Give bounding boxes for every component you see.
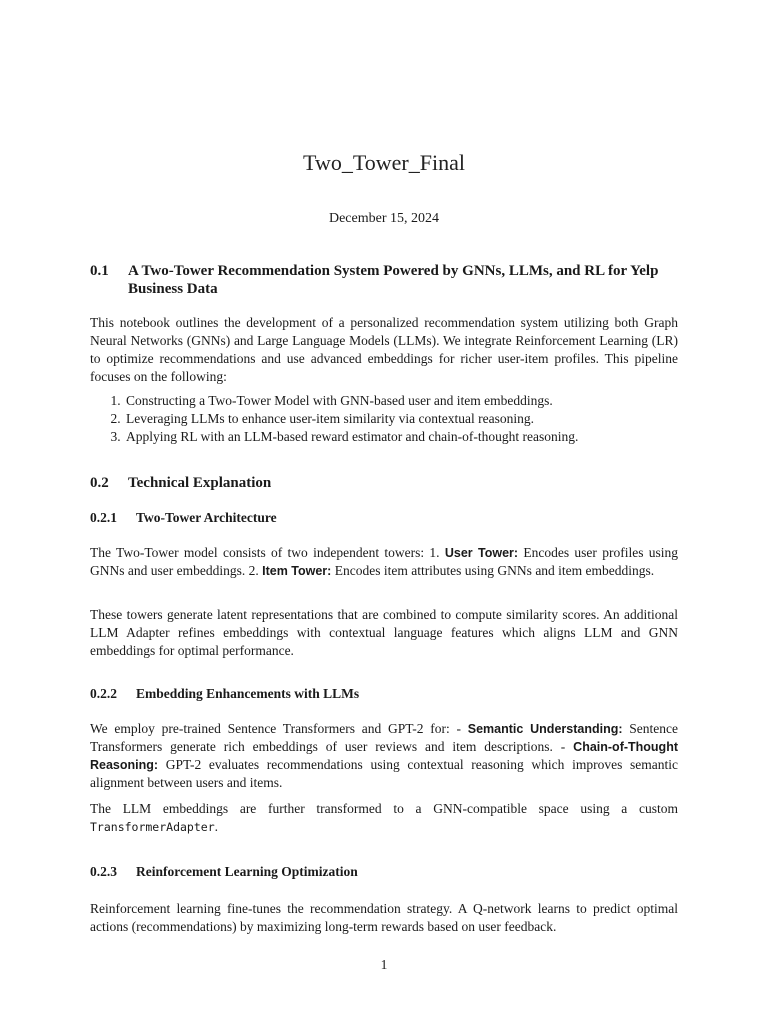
subsection-title: Embedding Enhancements with LLMs <box>136 686 360 701</box>
code-transformer-adapter: TransformerAdapter <box>90 820 215 834</box>
subsection-number: 0.2.1 <box>90 510 117 525</box>
section-heading-0-2 <box>90 474 678 492</box>
rl-paragraph: Reinforcement learning fine-tunes the recommendation strategy. A Q-network learns to predict optimal actions (recommendations) by maximizing long-term rewards based on user feedback. <box>90 901 678 934</box>
item-tower-term: Item Tower: <box>262 564 332 578</box>
subsection-title: Two-Tower Architecture <box>136 510 277 525</box>
subsection-number: 0.2.2 <box>90 686 117 701</box>
list-item: 2. Leveraging LLMs to enhance user-item similarity via contextual reasoning. <box>124 410 678 428</box>
section-number: 0.2 <box>90 475 109 491</box>
section-title: Technical Explanation <box>128 475 272 491</box>
list-item: 1. Constructing a Two-Tower Model with GNN-based user and item embeddings. <box>124 392 678 410</box>
subsection-heading-0-2-3 <box>90 864 678 880</box>
embedding-paragraph: We employ pre-trained Sentence Transformers and GPT-2 for: - Semantic Understanding: Sentence Transformers generate rich embeddings of user reviews and item descriptions. - Chain-of-Thought Reasoning: GPT-2 evaluates recommendations using contextual reasoning which improves semantic alignment between users and items. <box>90 721 678 790</box>
section-number: 0.1 <box>90 263 109 279</box>
subsection-title: Reinforcement Learning Optimization <box>136 864 358 879</box>
pipeline-list <box>90 392 678 446</box>
architecture-paragraph: The Two-Tower model consists of two independent towers: 1. User Tower: Encodes user profiles using GNNs and user embeddings. 2. Item Tower: Encodes item attributes using GNNs and item embeddings. <box>90 545 678 578</box>
user-tower-term: User Tower: <box>444 546 519 560</box>
semantic-understanding-term: Semantic Understanding: <box>467 722 623 736</box>
chain-of-thought-term: Chain-of-Thought Reasoning: <box>90 740 678 772</box>
page-number: 1 <box>380 957 388 972</box>
adapter-paragraph: The LLM embeddings are further transformed to a GNN-compatible space using a custom TransformerAdapter. <box>90 801 678 834</box>
document-title: Two_Tower_Final <box>303 150 465 175</box>
section-title: A Two-Tower Recommendation System Powered by GNNs, LLMs, and RL for Yelp Business Data <box>128 263 659 297</box>
subsection-number: 0.2.3 <box>90 864 117 879</box>
list-item: 3. Applying RL with an LLM-based reward estimator and chain-of-thought reasoning. <box>124 428 678 446</box>
subsection-heading-0-2-1 <box>90 510 678 526</box>
document-date: December 15, 2024 <box>328 211 440 226</box>
section-heading-0-1 <box>90 262 678 298</box>
subsection-heading-0-2-2 <box>90 686 678 702</box>
intro-paragraph: This notebook outlines the development of a personalized recommendation system utilizing both Graph Neural Networks (GNNs) and Large Language Models (LLMs). We integrate Reinforcement Learning (LR) to optimize recommendations and use advanced embeddings for richer user-item profiles. This pipeline focuses on the following: <box>90 315 678 384</box>
towers-paragraph: These towers generate latent representations that are combined to compute similarity scores. An additional LLM Adapter refines embeddings with contextual language features which aligns LLM and GNN embeddings for optimal performance. <box>90 607 678 658</box>
